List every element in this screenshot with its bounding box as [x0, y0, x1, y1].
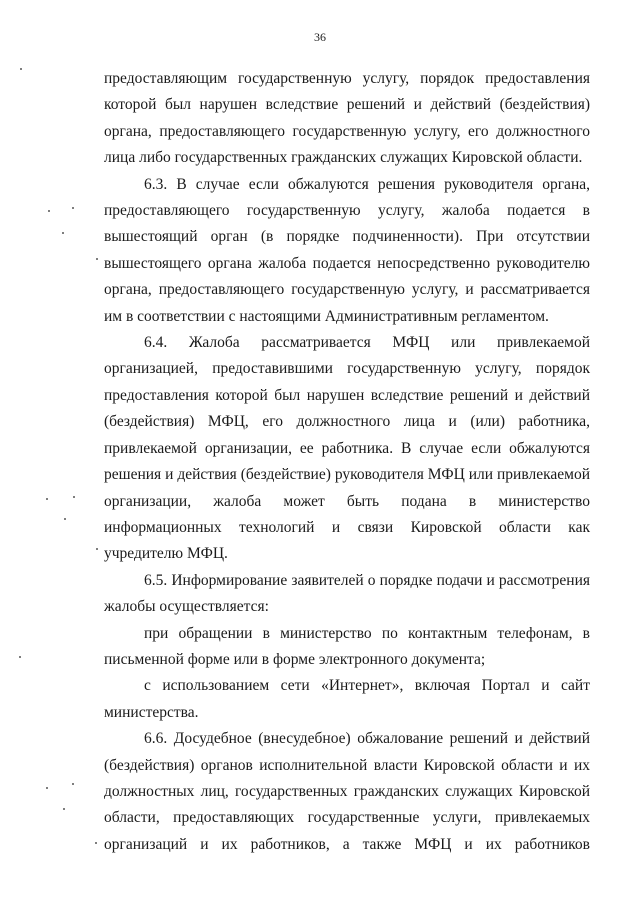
paragraph-6-4: 6.4. Жалоба рассматривается МФЦ или привлекаемой организацией, предоставившими государственную услугу, порядок предоставления которой был нарушен вследствие решений и действий (бездействия) МФЦ, его должностного лица и (или) работника, привлекаемой организации, ее работника. В случае если обжалуются решения и действия (бездействие) руководителя МФЦ или привлекаемой организации, жалоба может быть подана в министерство информационных технологий и связи Кировской области как учредителю МФЦ.	[104, 334, 590, 563]
paragraph-list-item-1: при обращении в министерство по контактным телефонам, в письменной форме или в форме электронного документа;	[104, 624, 590, 668]
scan-speck	[63, 808, 65, 810]
scan-speck	[96, 548, 98, 550]
scan-speck	[46, 498, 48, 500]
scan-speck	[72, 783, 74, 785]
scan-speck	[19, 656, 21, 658]
scan-speck	[73, 496, 75, 498]
scan-speck	[72, 207, 74, 209]
scan-speck	[95, 842, 97, 844]
paragraph-6-5: 6.5. Информирование заявителей о порядке подачи и рассмотрения жалобы осуществляется:	[104, 571, 590, 616]
scan-speck	[64, 518, 66, 520]
document-body	[104, 66, 590, 858]
scan-speck	[46, 787, 48, 789]
scan-speck	[62, 232, 64, 234]
scan-speck	[96, 258, 98, 260]
scan-speck	[48, 210, 50, 212]
paragraph-list-item-2: с использованием сети «Интернет», включая Портал и сайт министерства.	[104, 677, 590, 721]
page-number: 36	[314, 30, 326, 44]
paragraph-6-6: 6.6. Досудебное (внесудебное) обжалование решений и действий (бездействия) органов исполнительной власти Кировской области и их должностных лиц, государственных гражданских служащих Кировской области, предоставляющих государственные услуги, привлекаемых организаций и их работников, а также МФЦ и их работников	[104, 730, 590, 853]
paragraph-continuation: предоставляющим государственную услугу, порядок предоставления которой был нарушен вследствие решений и действий (бездействия) органа, предоставляющего государственную услугу, его должностного лица либо государственных гражданских служащих Кировской области.	[104, 70, 590, 167]
scan-speck	[20, 68, 22, 70]
paragraph-6-3: 6.3. В случае если обжалуются решения руководителя органа, предоставляющего государственную услугу, жалоба подается в вышестоящий орган (в порядке подчиненности). При отсутствии вышестоящего органа жалоба подается непосредственно руководителю органа, предоставляющего государственную услугу, и рассматривается им в соответствии с настоящими Административным регламентом.	[104, 175, 590, 325]
